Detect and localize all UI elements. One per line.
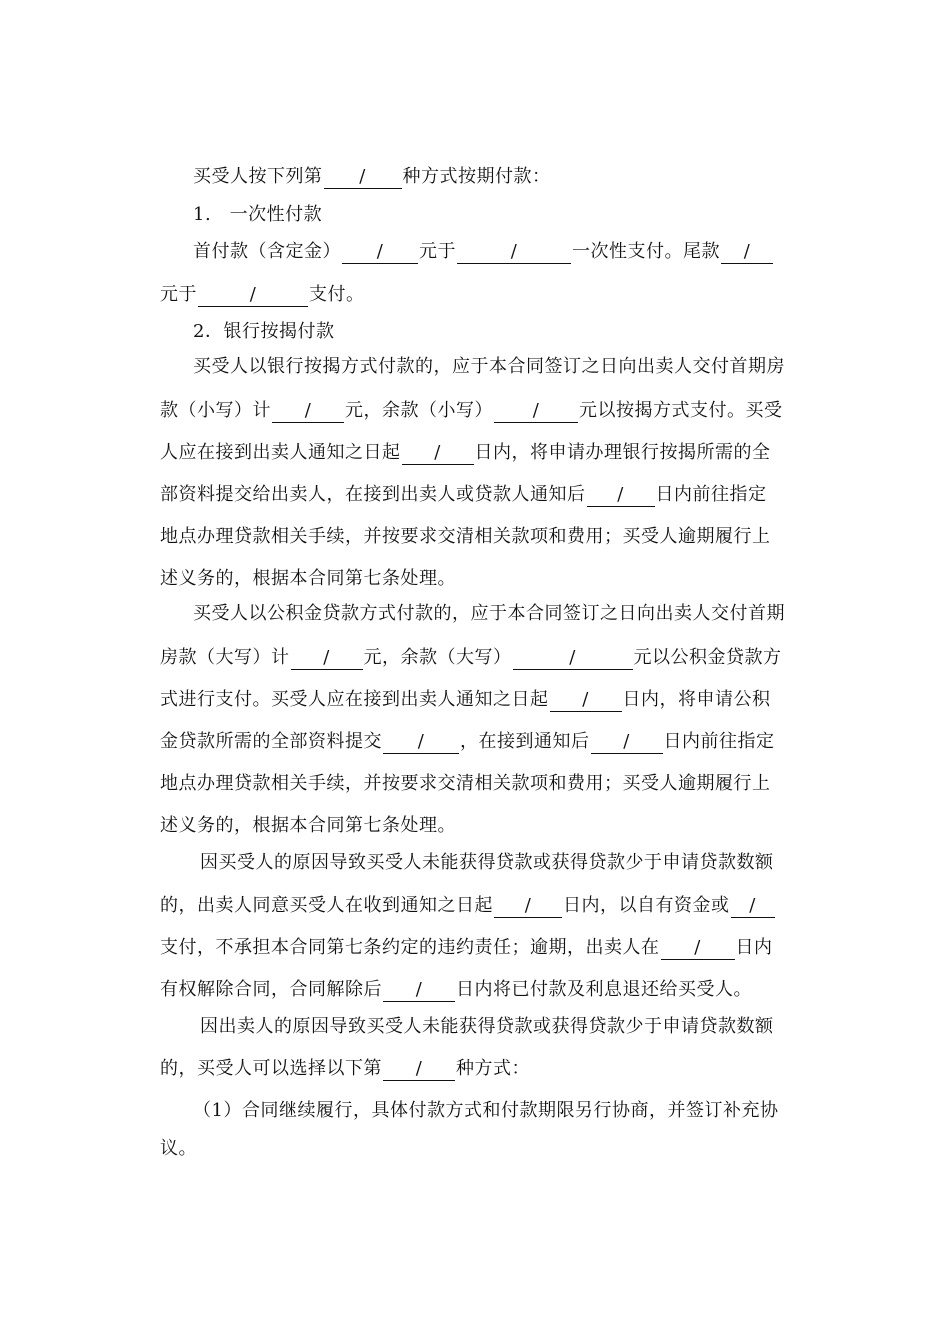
text-line [160,644,810,672]
fill-in-blank[interactable]: / [383,979,455,1002]
text-run: 日内，以自有资金或 [563,895,730,916]
text-run: 元以公积金贷款方 [633,647,782,668]
text-line [193,1097,843,1125]
text-line [200,849,850,877]
fill-in-blank[interactable]: / [291,647,363,670]
text-run: 述义务的，根据本合同第七条处理。 [160,568,456,589]
text-run: ，在接到通知后 [460,731,590,752]
text-line [193,201,843,229]
text-line [193,318,843,346]
fill-in-blank[interactable]: / [591,731,663,754]
text-run: 部资料提交给出卖人，在接到出卖人或贷款人通知后 [160,484,586,505]
text-run: 支付，不承担本合同第七条约定的违约责任；逾期，出卖人在 [160,937,660,958]
fill-in-blank[interactable]: / [721,241,773,264]
text-line [160,1055,810,1083]
text-line [160,281,810,309]
fill-in-blank[interactable]: / [383,1058,455,1081]
text-run: 2．银行按揭付款 [193,321,335,342]
text-line [160,770,810,798]
text-line [160,686,810,714]
text-run: 房款（大写）计 [160,647,290,668]
text-run: 支付。 [309,284,365,305]
fill-in-blank[interactable]: / [661,937,735,960]
text-run: 首付款（含定金） [193,241,341,262]
text-run: 的，买受人可以选择以下第 [160,1058,382,1079]
fill-in-blank[interactable]: / [402,442,474,465]
text-run: 金贷款所需的全部资料提交 [160,731,382,752]
text-run: 因出卖人的原因导致买受人未能获得贷款或获得贷款少于申请贷款数额 [200,1016,774,1037]
text-run: 地点办理贷款相关手续，并按要求交清相关款项和费用；买受人逾期履行上 [160,773,771,794]
text-line [160,976,810,1004]
text-run: 买受人以银行按揭方式付款的，应于本合同签订之日向出卖人交付首期房 [193,356,785,377]
text-run: 种方式： [456,1058,530,1079]
text-line [193,600,843,628]
text-line [160,481,810,509]
text-run: 日内，将申请办理银行按揭所需的全 [474,442,771,463]
text-run: 因买受人的原因导致买受人未能获得贷款或获得贷款少于申请贷款数额 [200,852,774,873]
text-run: 一次性支付。尾款 [572,241,720,262]
text-run: 日内 [735,937,773,958]
text-line [193,163,843,191]
fill-in-blank[interactable]: / [731,895,775,918]
fill-in-blank[interactable]: / [550,689,622,712]
text-run: 买受人按下列第 [193,166,323,187]
text-line [200,1013,850,1041]
text-run: 地点办理贷款相关手续，并按要求交清相关款项和费用；买受人逾期履行上 [160,526,771,547]
fill-in-blank[interactable]: / [198,284,308,307]
text-line [160,565,810,593]
text-line [160,1135,810,1163]
text-run: 种方式按期付款： [402,166,551,187]
text-run: （1）合同继续履行，具体付款方式和付款期限另行协商，并签订补充协 [193,1100,779,1121]
text-run: 述义务的，根据本合同第七条处理。 [160,815,456,836]
fill-in-blank[interactable]: / [494,400,578,423]
fill-in-blank[interactable]: / [513,647,633,670]
fill-in-blank[interactable]: / [324,166,402,189]
fill-in-blank[interactable]: / [383,731,459,754]
text-run: 日内将已付款及利息退还给买受人。 [456,979,752,1000]
text-line [160,728,810,756]
text-line [160,523,810,551]
text-run: 1. 一次性付款 [193,204,323,225]
text-run: 日内，将申请公积 [622,689,771,710]
text-run: 人应在接到出卖人通知之日起 [160,442,401,463]
text-line [160,397,810,425]
text-line [160,812,810,840]
text-run: 日内前往指定 [663,731,775,752]
text-run: 款（小写）计 [160,400,271,421]
fill-in-blank[interactable]: / [272,400,344,423]
fill-in-blank[interactable]: / [342,241,418,264]
text-run: 元以按揭方式支付。买受 [579,400,783,421]
fill-in-blank[interactable]: / [457,241,571,264]
text-line [193,353,843,381]
text-line [193,238,843,266]
text-run: 买受人以公积金贷款方式付款的，应于本合同签订之日向出卖人交付首期 [193,603,785,624]
text-run: 元于 [160,284,197,305]
text-run: 有权解除合同，合同解除后 [160,979,382,1000]
text-run: 元，余款（小写） [345,400,493,421]
text-run: 元于 [419,241,456,262]
text-line [160,439,810,467]
text-run: 式进行支付。买受人应在接到出卖人通知之日起 [160,689,549,710]
text-run: 日内前往指定 [655,484,767,505]
fill-in-blank[interactable]: / [587,484,655,507]
fill-in-blank[interactable]: / [494,895,562,918]
text-run: 元，余款（大写） [363,647,512,668]
text-run: 的，出卖人同意买受人在收到通知之日起 [160,895,493,916]
text-line [160,892,810,920]
text-line [160,934,810,962]
text-run: 议。 [160,1138,197,1159]
